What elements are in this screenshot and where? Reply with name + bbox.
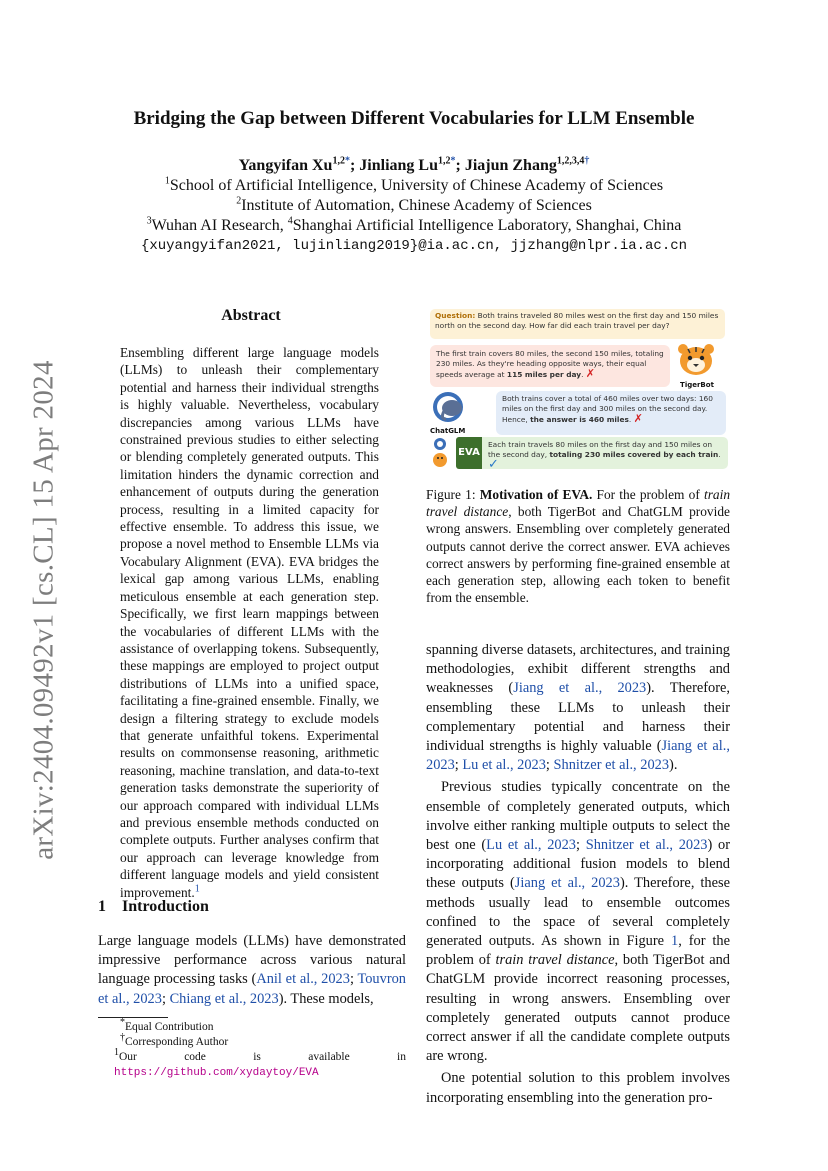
author-name: Jinliang Lu [359,157,438,174]
chatglm-answer: the answer is 460 miles [530,415,629,424]
section-heading [98,898,209,916]
body-text: Previous studies typically concentrate on the ensemble of completely generated outputs, which involve either ranking multiple outputs to select the best one ( [426,779,730,854]
arxiv-sidebar [14,360,74,860]
body-text: ). Therefore, these methods usually lead to ensemble outcomes confined to the space of several completely generated outputs. As shown in Figure [426,875,730,950]
footnote-divider [98,1017,168,1018]
abstract-text: Ensembling different large language models (LLMs) to unleash their complementary potential and harness their individual strengths is highly valuable. Nevertheless, vocabulary discrepancies among various LLMs have constrained previous studies to either selecting or blending completely generated outputs. This limitation hinders the dynamic correction and enhancement of outputs during the generation process, resulting in a limited capacity for effective ensemble. To address this issue, we propose a novel method to Ensemble LLMs via Vocabulary Alignment (EVA). EVA bridges the lexical gap among various LLMs, enabling meticulous ensemble at each generation step. Specifically, we first learn mappings between the vocabularies of different LLMs with the assistance of overlapping tokens. Subsequently, these mappings are employed to project output distributions of LLMs into a unified space, facilitating a fine-grained ensemble. Finally, we design a filtering strategy to exclude models that generate unfaithful tokens. Experimental results on commonsense reasoning, arithmetic reasoning, machine translation, and data-to-text generation tasks demonstrate the superiority of our approach compared with individual LLMs and previous ensemble methods conducted on complete outputs. Further analyses confirm that our approach can leverage knowledge from different language models and yield consistent improvement. [120,345,379,900]
citation-link[interactable]: Lu et al., 2023 [462,757,546,774]
tigerbot-bubble: The first train covers 80 miles, the second 150 miles, totaling 230 miles. As they're heading opposite ways, their equal speeds average at 115 miles per day. ✗ [430,345,670,387]
author-name: Jiajun Zhang [464,157,557,174]
body-text: ) or incorporating additional fusion models to blend these outputs ( [426,837,730,892]
figure-caption [426,486,730,606]
figure-ref-link[interactable]: 1 [671,933,679,950]
body-text: Large language models (LLMs) have demonstrated impressive performance across various natural language processing tasks ( [98,933,406,988]
citation-link[interactable]: Anil et al., 2023 [256,971,350,988]
abstract-body [120,344,379,901]
paragraph [426,1069,730,1107]
citation-link[interactable]: Lu et al., 2023 [486,837,576,854]
citation-link[interactable]: Jiang et al., 2023 [513,680,647,697]
citation-link[interactable]: Chiang et al., 2023 [169,990,279,1007]
caption-bold: Motivation of EVA. [479,487,593,502]
affiliation-1: $^1$School of Artificial Intelligence, University of Chinese Academy of Sciences [164,175,664,194]
equal-contribution-mark: * [344,155,350,167]
paragraph: Previous studies typically concentrate on the ensemble of completely generated outputs, which involve either ranking multiple outputs to select the best one (Lu et al., 2023; Shnitzer et al., 2023) or incorporating additional fusion models to blend these outputs (Jiang et al., 2023). Therefore, these methods usually lead to ensemble outcomes confined to the space of several completely generated outputs. As shown in Figure 1, for the problem of train travel distance, both TigerBot and ChatGLM provide incorrect reasoning processes, resulting in wrong answers. Ensembling over completely generated outputs cannot produce correct answer if all the candidate complete outputs are wrong. [426,779,731,1065]
body-text: ). [669,757,678,774]
affiliation-text: Wuhan AI Research, [151,217,288,234]
question-label: Question: [435,311,476,320]
caption-italic: train travel distance [426,487,731,520]
tigerbot-text: The first train covers 80 miles, the second 150 miles, totaling 230 miles. As they're heading opposite ways, their equal speeds average at [436,349,664,379]
eva-bubble: EVA Each train travels 80 miles on the first day and 150 miles on the second day, totaling 230 miles covered by each train. ✓ [456,437,728,469]
footnote-text: Equal Contribution [125,1021,214,1033]
citation-link[interactable]: Shnitzer et al., 2023 [553,757,670,774]
chatglm-text: Both trains cover a total of 460 miles over two days: 160 miles on the first day and 300 miles on the second day. Hence, [502,394,713,424]
citation-link[interactable]: Touvron et al., 2023 [98,971,407,1007]
affiliation-text: Institute of Automation, Chinese Academy of Sciences [241,197,592,214]
body-text: , for the problem of [426,933,731,969]
check-icon: ✓ [488,457,499,472]
affiliation-text: Shanghai Artificial Intelligence Laboratory, Shanghai, China [292,217,682,234]
question-box [430,309,725,339]
section-title: Introduction [122,898,209,915]
figure-1 [426,307,732,477]
abstract-heading: Abstract [221,307,281,324]
caption-text: For the problem of [592,487,704,502]
citation-link[interactable]: Shnitzer et al., 2023 [585,837,708,854]
footnote-ref[interactable]: 1 [194,883,200,895]
chatglm-name: ChatGLM [430,427,466,435]
section-number: 1 [98,898,106,915]
question-text: Both trains traveled 80 miles west on the first day and 150 miles north on the second day. How far did each train travel per day? [435,311,719,330]
model-stack-icon [430,437,450,471]
body-text: , both TigerBot and ChatGLM provide incorrect reasoning processes, resulting in wrong answers. Ensembling over completely generated outputs cannot produce correct answer if all the candidate complete outputs are wrong. [426,952,730,1065]
tiger-icon [676,343,716,377]
author-list: Yangyifan $Xu^{1,2*}$; Jinliang $Lu^{1,2*}$; Jiajun Zhang$^{1,2,3,4\dagger}$ [238,155,590,174]
code-url-link[interactable]: https://github.com/xydaytoy/EVA [114,1067,319,1079]
footnote-equal: *Equal Contribution [120,1017,214,1033]
ensemble-model-icons [430,437,452,471]
tigerbot-answer: 115 miles per day [506,370,582,379]
body-text: One potential solution to this problem involves incorporating ensembling into the generation pro- [426,1070,730,1106]
corresponding-mark: † [584,155,590,167]
body-text: ). These models, [278,990,374,1007]
eva-text: Each train travels 80 miles on the first day and 150 miles on the second day, [488,440,713,459]
paragraph: spanning diverse datasets, architectures, and training methodologies, exhibit different strengths and weaknesses (Jiang et al., 2023). Therefore, ensembling these LLMs to unleash their complementary potential and harness their individual strengths is highly valuable (Jiang et al., 2023; Lu et al., 2023; Shnitzer et al., 2023). [426,642,731,774]
author-name: Yangyifan Xu [238,157,333,174]
chatglm-avatar [430,391,490,433]
tigerbot-avatar [676,343,726,387]
right-column-body [426,641,730,1108]
footnote-corresponding: †Corresponding Author [120,1032,229,1048]
affiliation-3-4: $^3$Wuhan AI Research, $^4$Shanghai Artificial Intelligence Laboratory, Shanghai, China [146,215,682,234]
tigerbot-name: TigerBot [680,381,714,389]
eva-answer: totaling 230 miles covered by each train [549,450,719,459]
chatglm-bubble: Both trains cover a total of 460 miles over two days: 160 miles on the first day and 300 miles on the second day. Hence, the answer is 460 miles. ✗ [496,391,726,435]
author-affil-sup: 1,2 [332,155,345,167]
affiliation-2: $^2$Institute of Automation, Chinese Academy of Sciences [236,195,592,214]
equal-contribution-mark: * [450,155,456,167]
author-emails: {xuyangyifan2021, lujinliang2019}@ia.ac.cn, jjzhang@nlpr.ia.ac.cn [140,238,688,254]
footnote-text: Corresponding Author [125,1036,229,1048]
author-affil-sup: 1,2,3,4 [556,155,585,167]
paper-title: Bridging the Gap between Different Vocabularies for LLM Ensemble [133,108,695,129]
eva-label: EVA [456,437,482,469]
body-italic: train travel distance [495,952,615,969]
wrong-icon: ✗ [585,367,595,380]
caption-text: , both TigerBot and ChatGLM provide wrong answers. Ensembling over completely generated outputs cannot derive the correct answer. EVA achieves correct answers by performing fine-grained ensemble at each generation step, allowing each token to benefit from the ensemble. [426,504,730,606]
footnote-text: Our code is available in [119,1051,406,1063]
caption-label: Figure 1: [426,487,480,502]
affiliation-text: School of Artificial Intelligence, University of Chinese Academy of Sciences [169,177,664,194]
citation-link[interactable]: Jiang et al., 2023 [514,875,620,892]
chatglm-icon [430,391,474,423]
author-affil-sup: 1,2 [437,155,451,167]
intro-paragraph: Large language models (LLMs) have demonstrated impressive performance across various natural language processing tasks (Anil et al., 2023; Touvron et al., 2023; Chiang et al., 2023). These models, [98,933,407,1007]
body-text: spanning diverse datasets, architectures, and training methodologies, exhibit different strengths and weaknesses ( [426,642,730,697]
arxiv-identifier: arXiv:2404.09492v1 [cs.CL] 15 Apr 2024 [27,360,60,860]
footnote-code: $^1$Our code is available in https://github.com/xydaytoy/EVA [114,1047,406,1079]
citation-link[interactable]: Jiang et al., 2023 [426,738,730,774]
wrong-icon: ✗ [633,412,643,425]
body-text: ). Therefore, ensembling these LLMs to unleash their complementary potential and harness their individual strengths is highly valuable ( [426,680,731,755]
